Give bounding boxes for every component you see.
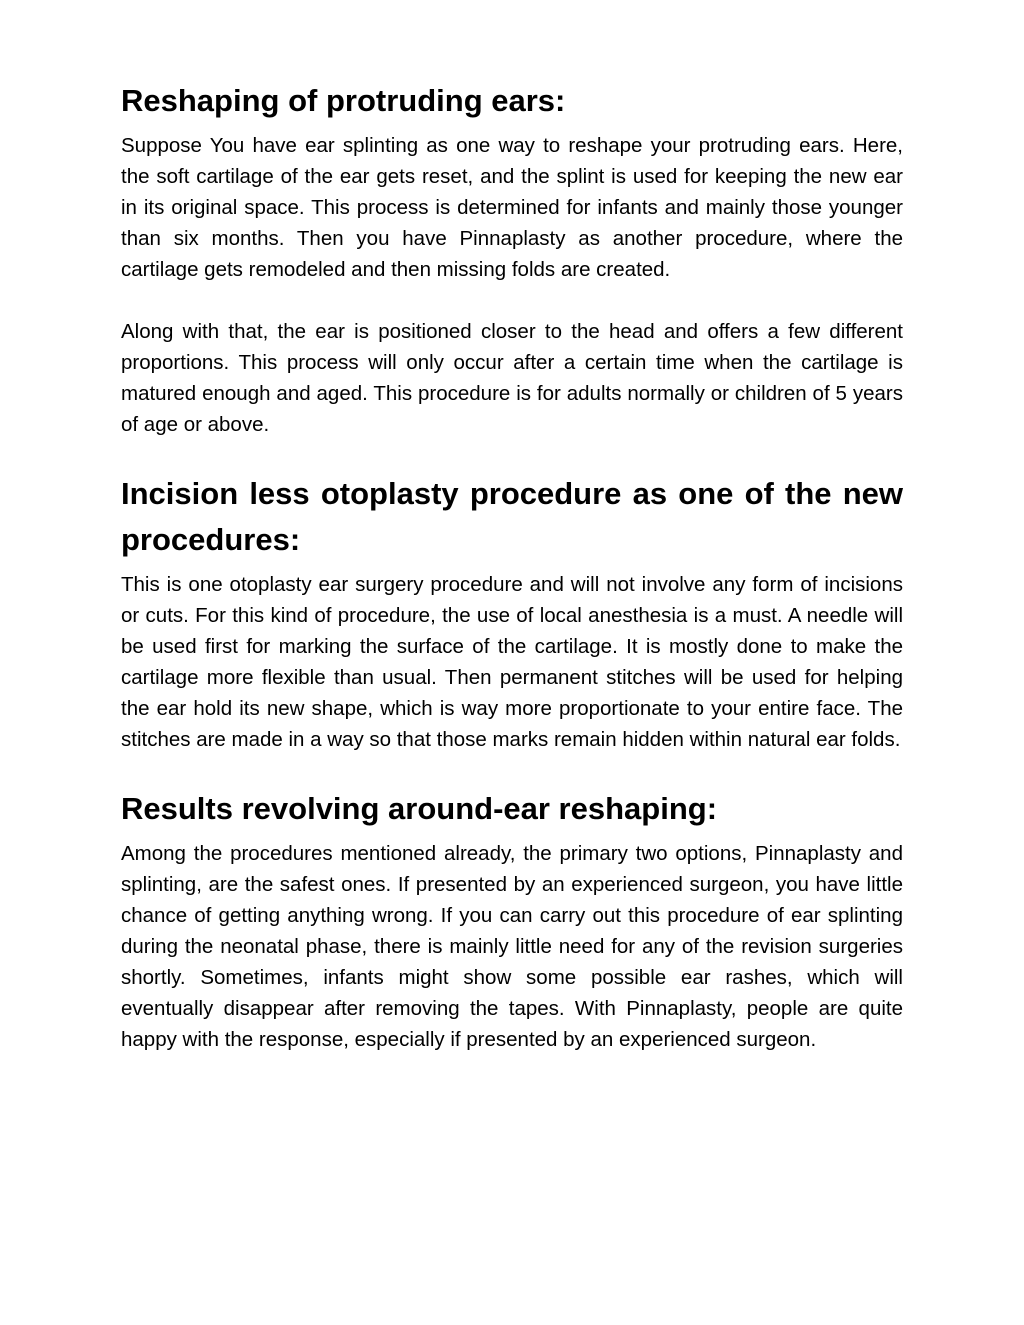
section-heading: Incision less otoplasty procedure as one of the new procedures:: [121, 476, 903, 557]
document-page: [121, 78, 903, 1055]
section-results-ear-reshaping: [121, 786, 903, 1055]
section-heading: Results revolving around-ear reshaping:: [121, 791, 718, 826]
paragraph: Among the procedures mentioned already, the primary two options, Pinnaplasty and splinting, are the safest ones. If presented by an experienced surgeon, you have little chance of getting anything wrong. If you can carry out this procedure of ear splinting during the neonatal phase, there is mainly little need for any of the revision surgeries shortly. Sometimes, infants might show some possible ear rashes, which will eventually disappear after removing the tapes. With Pinnaplasty, people are quite happy with the response, especially if presented by an experienced surgeon.: [121, 842, 903, 1051]
section-spacer: [121, 440, 903, 471]
paragraph: Suppose You have ear splinting as one way to reshape your protruding ears. Here, the soft cartilage of the ear gets reset, and the splint is used for keeping the new ear in its original space. This process is determined for infants and mainly those younger than six months. Then you have Pinnaplasty as another procedure, where the cartilage gets remodeled and then missing folds are created.: [121, 134, 903, 281]
section-spacer: [121, 755, 903, 786]
paragraph-spacer: [121, 285, 903, 316]
section-incisionless-otoplasty: [121, 471, 903, 755]
paragraph: This is one otoplasty ear surgery procedure and will not involve any form of incisions or cuts. For this kind of procedure, the use of local anesthesia is a must. A needle will be used first for marking the surface of the cartilage. It is mostly done to make the cartilage more flexible than usual. Then permanent stitches will be used for helping the ear hold its new shape, which is way more proportionate to your entire face. The stitches are made in a way so that those marks remain hidden within natural ear folds.: [121, 573, 903, 751]
section-reshaping-protruding-ears: [121, 78, 903, 440]
paragraph: Along with that, the ear is positioned closer to the head and offers a few different proportions. This process will only occur after a certain time when the cartilage is matured enough and aged. This procedure is for adults normally or children of 5 years of age or above.: [121, 320, 903, 436]
section-heading: Reshaping of protruding ears:: [121, 83, 566, 118]
